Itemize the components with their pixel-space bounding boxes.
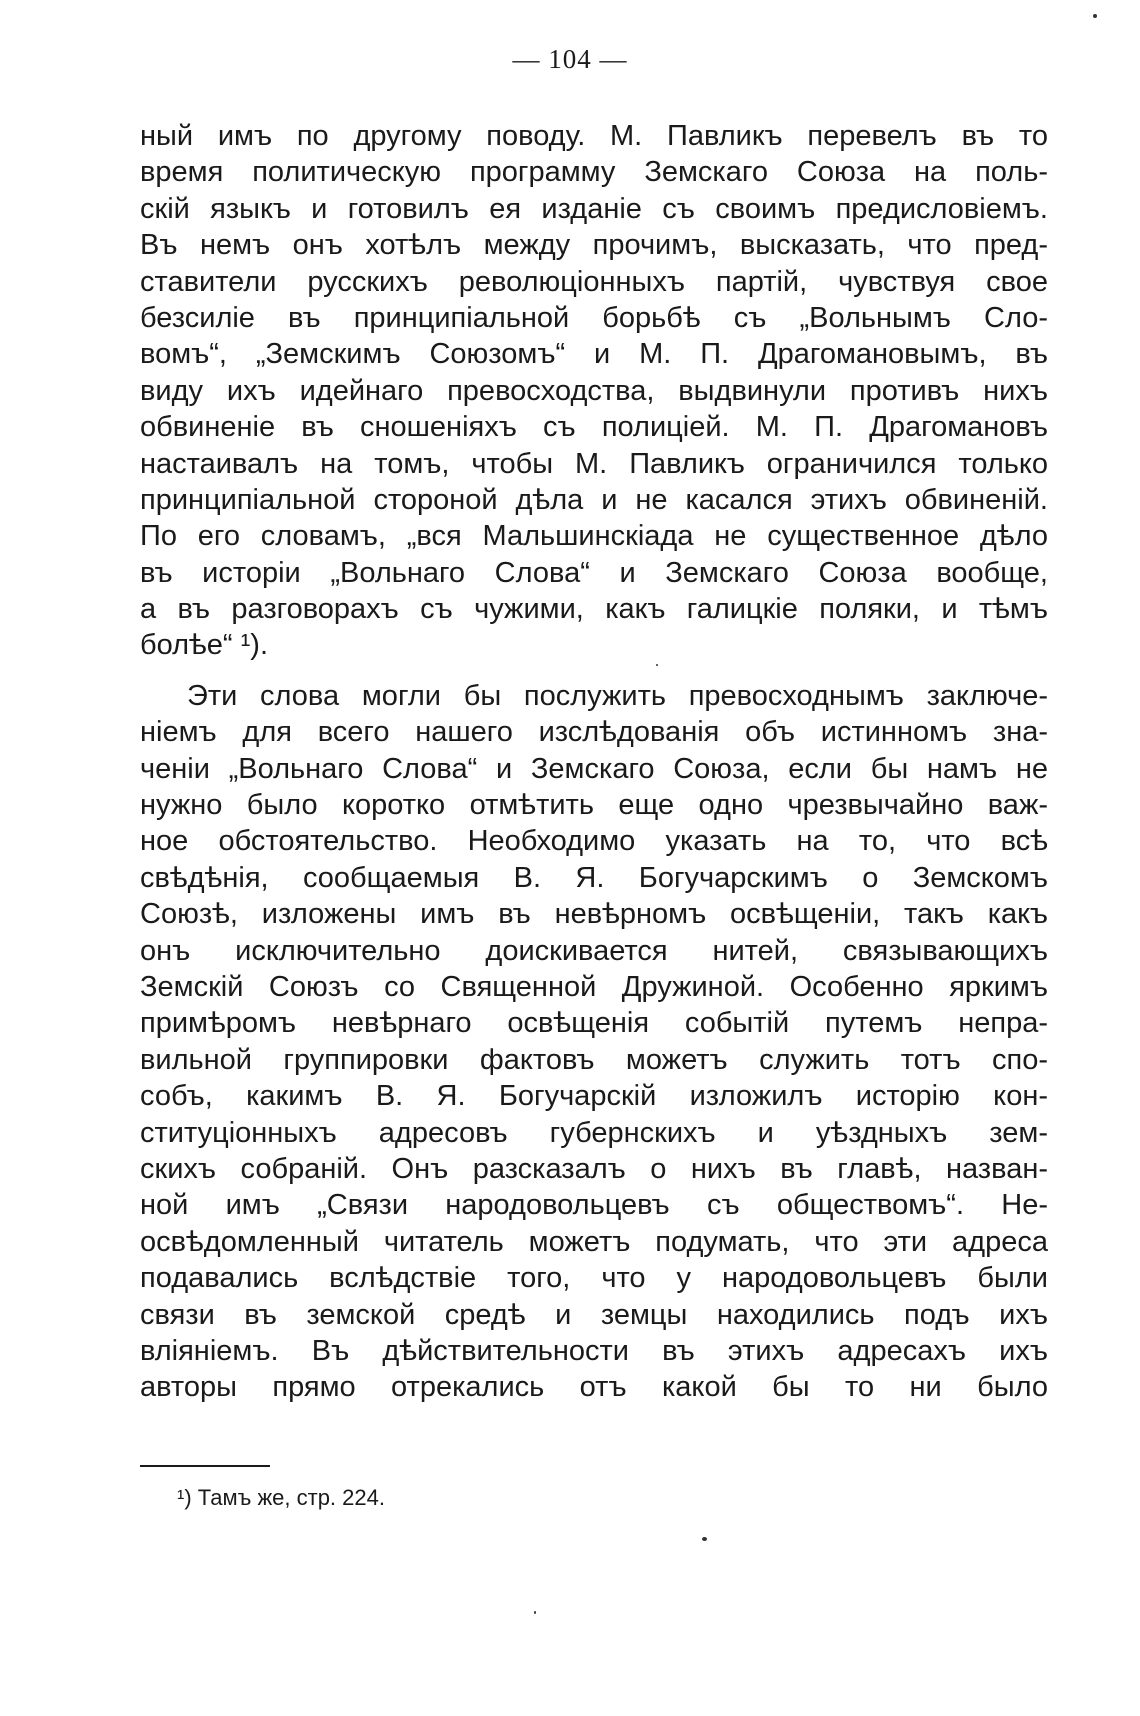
text-line: виду ихъ идейнаго превосходства, выдвинули противъ нихъ — [140, 374, 1048, 407]
text-line: скій языкъ и готовилъ ея изданіе съ своимъ предисловіемъ. — [140, 192, 1048, 225]
text-line: вомъ“, „Земскимъ Союзомъ“ и М. П. Драгомановымъ, въ — [140, 338, 1048, 371]
text-line: болѣе“ ¹). — [140, 629, 269, 662]
paragraph-2 — [140, 678, 1048, 1406]
text-line: По его словамъ, „вся Мальшинскіада не существенное дѣло — [140, 520, 1048, 553]
text-line: Эти слова могли бы послужить превосходнымъ заключе- — [187, 679, 1048, 712]
print-speck — [702, 1537, 707, 1541]
text-line: ное обстоятельство. Необходимо указать на то, что всѣ — [140, 825, 1048, 858]
text-line: а въ разговорахъ съ чужими, какъ галицкіе поляки, и тѣмъ — [140, 593, 1048, 626]
text-line: безсиліе въ принципіальной борьбѣ съ „Вольнымъ Сло- — [140, 301, 1048, 334]
text-line: принципіальной стороной дѣла и не касался этихъ обвиненій. — [140, 483, 1048, 516]
text-line: ный имъ по другому поводу. М. Павликъ перевелъ въ то — [140, 120, 1048, 152]
text-body — [140, 118, 1048, 1406]
text-line: время политическую программу Земскаго Союза на поль- — [140, 156, 1048, 189]
footnote-rule — [140, 1465, 270, 1467]
paragraph-1 — [140, 118, 1048, 664]
text-line: подавались вслѣдствіе того, что у народовольцевъ были — [140, 1262, 1048, 1295]
text-line: въ исторіи „Вольнаго Слова“ и Земскаго Союза вообще, — [140, 556, 1048, 589]
text-line: собъ, какимъ В. Я. Богучарскій изложилъ исторію кон- — [140, 1080, 1048, 1113]
text-line: онъ исключительно доискивается нитей, связывающихъ — [140, 934, 1048, 967]
print-speck — [656, 664, 658, 666]
text-line: нужно было коротко отмѣтить еще одно чрезвычайно важ- — [140, 789, 1048, 822]
text-line: авторы прямо отрекались отъ какой бы то ни было — [140, 1371, 1048, 1404]
text-line: Союзѣ, изложены имъ въ невѣрномъ освѣщеніи, такъ какъ — [140, 898, 1048, 931]
text-line: вліяніемъ. Въ дѣйствительности въ этихъ адресахъ ихъ — [140, 1334, 1048, 1367]
text-line: Земскій Союзъ со Священной Дружиной. Особенно яркимъ — [140, 970, 1048, 1003]
text-line: вильной группировки фактовъ можетъ служить тотъ спо- — [140, 1043, 1048, 1076]
print-speck — [1093, 14, 1097, 18]
text-line: обвиненіе въ сношеніяхъ съ полиціей. М. П. Драгомановъ — [140, 411, 1048, 444]
text-line: примѣромъ невѣрнаго освѣщенія событій путемъ непра- — [140, 1007, 1048, 1040]
text-line: ніемъ для всего нашего изслѣдованія объ истинномъ зна- — [140, 716, 1048, 749]
text-line: ституціонныхъ адресовъ губернскихъ и уѣздныхъ зем- — [140, 1116, 1048, 1149]
text-line: скихъ собраній. Онъ разсказалъ о нихъ въ главѣ, назван- — [140, 1152, 1048, 1185]
text-line: Въ немъ онъ хотѣлъ между прочимъ, высказать, что пред- — [140, 229, 1048, 262]
footnote: ¹) Тамъ же, стр. 224. — [177, 1485, 385, 1510]
text-line: ставители русскихъ революціонныхъ партій, чувствуя свое — [140, 265, 1048, 298]
text-line: связи въ земской средѣ и земцы находились подъ ихъ — [140, 1298, 1048, 1331]
text-line: ченіи „Вольнаго Слова“ и Земскаго Союза, если бы намъ не — [140, 752, 1048, 785]
text-line: настаивалъ на томъ, чтобы М. Павликъ ограничился только — [140, 447, 1048, 480]
text-line: освѣдомленный читатель можетъ подумать, что эти адреса — [140, 1225, 1048, 1258]
text-line: свѣдѣнія, сообщаемыя В. Я. Богучарскимъ о Земскомъ — [140, 861, 1048, 894]
text-line: ной имъ „Связи народовольцевъ съ обществомъ“. Не- — [140, 1189, 1048, 1222]
print-speck — [534, 1611, 536, 1614]
paragraph-gap — [140, 664, 1048, 678]
page-number: — 104 — — [512, 44, 628, 74]
